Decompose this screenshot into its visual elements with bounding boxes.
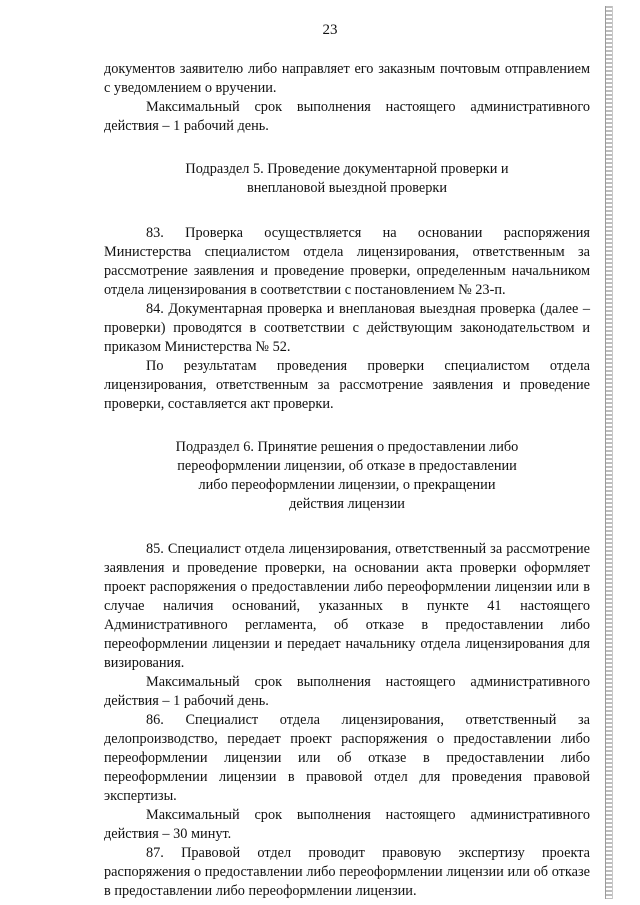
paragraph: 85. Специалист отдела лицензирования, ответственный за рассмотрение заявления и проведение проверки, на основании акта проверки оформляет проект распоряжения о предоставлении либо переоформлении лицензии или в случае наличия оснований, указанных в пункте 41 настоящего Административного регламента, об отказе в предоставлении либо переоформлении лицензии и передает начальнику отдела лицензирования для визирования. <box>104 541 590 671</box>
document-body <box>104 60 590 901</box>
section-spacer <box>104 198 590 224</box>
section-spacer <box>104 514 590 540</box>
paragraph: 87. Правовой отдел проводит правовую экспертизу проекта распоряжения о предоставлении либо переоформлении лицензии или об отказе в предоставлении либо переоформлении лицензии. <box>104 845 590 899</box>
paragraph: 84. Документарная проверка и внеплановая выездная проверка (далее – проверки) проводятся в соответствии с действующим законодательством и приказом Министерства № 52. <box>104 301 590 355</box>
paragraph: 83. Проверка осуществляется на основании распоряжения Министерства специалистом отдела лицензирования, ответственным за рассмотрение заявления и проведение проверки, определенным начальником отдела лицензирования в соответствии с постановлением № 23-п. <box>104 225 590 298</box>
paragraph: 86. Специалист отдела лицензирования, ответственный за делопроизводство, передает проект распоряжения о предоставлении либо переоформлении лицензии или об отказе в предоставлении либо переоформлении лицензии в правовой отдел для проведения правовой экспертизы. <box>104 712 590 804</box>
section-heading-line: либо переоформлении лицензии, о прекращении <box>198 477 496 493</box>
section-heading-line: переоформлении лицензии, об отказе в предоставлении <box>177 458 517 474</box>
section-heading-line: Подраздел 5. Проведение документарной проверки и <box>185 161 509 177</box>
section-heading <box>104 438 590 514</box>
section-heading-line: внеплановой выездной проверки <box>247 180 447 196</box>
paragraph: По результатам проведения проверки специалистом отдела лицензирования, ответственным за рассмотрение заявления и проведение проверки, составляется акт проверки. <box>104 358 590 412</box>
scanned-page-edge <box>605 6 613 899</box>
section-spacer <box>104 414 590 438</box>
paragraph: Максимальный срок выполнения настоящего административного действия – 1 рабочий день. <box>104 674 590 709</box>
section-heading-line: Подраздел 6. Принятие решения о предоставлении либо <box>175 439 519 455</box>
page-number: 23 <box>322 22 338 38</box>
section-heading-line: действия лицензии <box>289 496 405 512</box>
paragraph: документов заявителю либо направляет его заказным почтовым отправлением с уведомлением о вручении. <box>104 61 590 96</box>
section-spacer <box>104 136 590 160</box>
paragraph: Максимальный срок выполнения настоящего административного действия – 1 рабочий день. <box>104 99 590 134</box>
section-heading <box>104 160 590 198</box>
paragraph: Максимальный срок выполнения настоящего административного действия – 30 минут. <box>104 807 590 842</box>
